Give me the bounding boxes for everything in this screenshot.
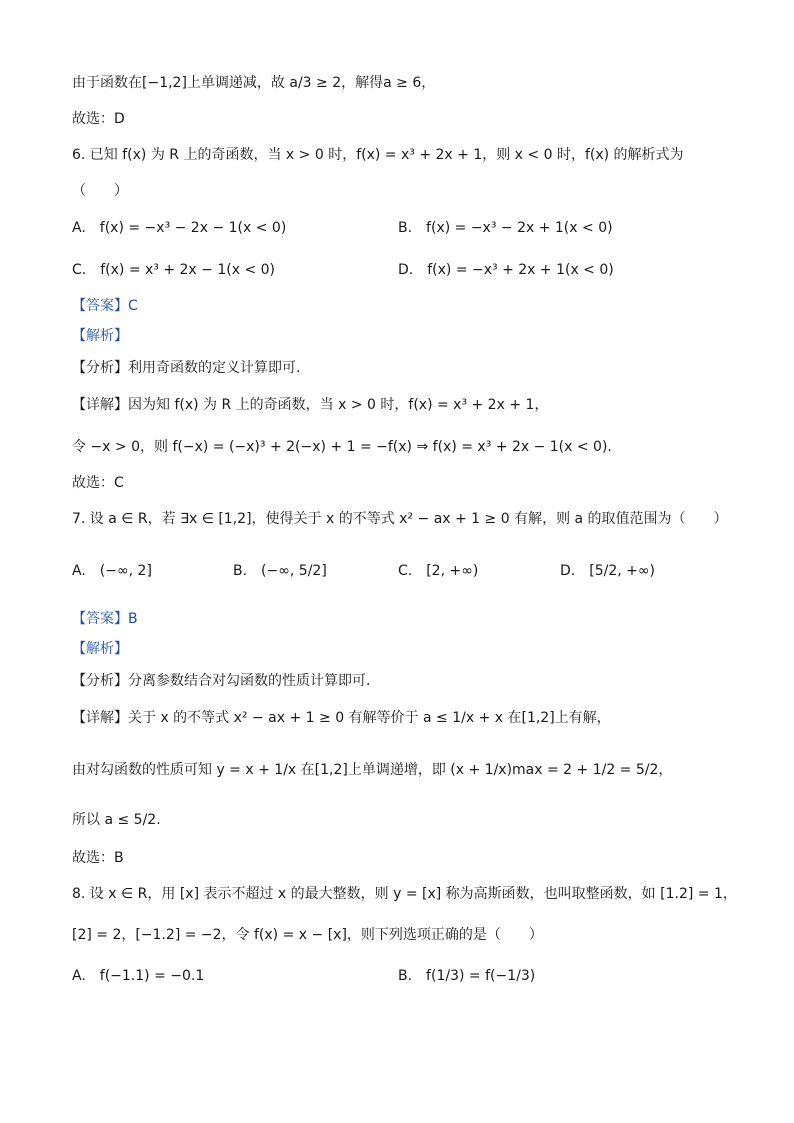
detail-line: 所以 a ≤ 5/2. [72, 812, 161, 828]
analysis-label: 【解析】 [72, 641, 128, 657]
question-8-stem: [2] = 2，[−1.2] = −2，令 f(x) = x − [x]，则下列选项正确的是（ ） [72, 927, 543, 943]
detail-line: 由对勾函数的性质可知 y = x + 1/x 在[1,2]上单调递增，即 (x + 1/x)max = 2 + 1/2 = 5/2， [72, 762, 673, 778]
option-a: A. f(x) = −x³ − 2x − 1(x < 0) [72, 220, 287, 236]
question-8-stem: 8. 设 x ∈ R，用 [x] 表示不超过 x 的最大整数，则 y = [x] 称为高斯函数，也叫取整函数，如 [1.2] = 1， [72, 886, 737, 902]
analysis-summary: 【分析】分离参数结合对勾函数的性质计算即可. [72, 673, 371, 689]
option-c: C. [2, +∞) [398, 563, 479, 579]
question-7-stem: 7. 设 a ∈ R，若 ∃x ∈ [1,2]，使得关于 x 的不等式 x² − ax + 1 ≥ 0 有解，则 a 的取值范围为（ ） [72, 511, 728, 527]
detail-line: 令 −x > 0，则 f(−x) = (−x)³ + 2(−x) + 1 = −f(x) ⇒ f(x) = x³ + 2x − 1(x < 0). [72, 439, 612, 455]
answer-label: 【答案】C [72, 298, 138, 314]
option-d: D. f(x) = −x³ + 2x + 1(x < 0) [398, 262, 614, 278]
question-6-stem: 6. 已知 f(x) 为 R 上的奇函数，当 x > 0 时，f(x) = x³ + 2x + 1，则 x < 0 时，f(x) 的解析式为 [72, 147, 684, 163]
option-d: D. [5/2, +∞) [560, 563, 655, 579]
analysis-label: 【解析】 [72, 328, 128, 344]
detail-line: 【详解】关于 x 的不等式 x² − ax + 1 ≥ 0 有解等价于 a ≤ 1/x + x 在[1,2]上有解， [72, 710, 611, 726]
answer-choice-line: 故选：C [72, 475, 124, 491]
answer-choice-line: 故选：B [72, 850, 124, 866]
option-b: B. f(1/3) = f(−1/3) [398, 968, 536, 984]
option-a: A. (−∞, 2] [72, 563, 152, 579]
analysis-summary: 【分析】利用奇函数的定义计算即可. [72, 360, 301, 376]
option-a: A. f(−1.1) = −0.1 [72, 968, 205, 984]
detail-line: 【详解】因为知 f(x) 为 R 上的奇函数，当 x > 0 时，f(x) = x³ + 2x + 1， [72, 397, 549, 413]
answer-label: 【答案】B [72, 611, 138, 627]
option-b: B. (−∞, 5/2] [233, 563, 327, 579]
question-6-blank: （ ） [72, 183, 128, 199]
text-line: 由于函数在[−1,2]上单调递减，故 a/3 ≥ 2，解得a ≥ 6， [72, 75, 436, 91]
answer-choice-line: 故选：D [72, 111, 125, 127]
option-c: C. f(x) = x³ + 2x − 1(x < 0) [72, 262, 275, 278]
option-b: B. f(x) = −x³ − 2x + 1(x < 0) [398, 220, 613, 236]
